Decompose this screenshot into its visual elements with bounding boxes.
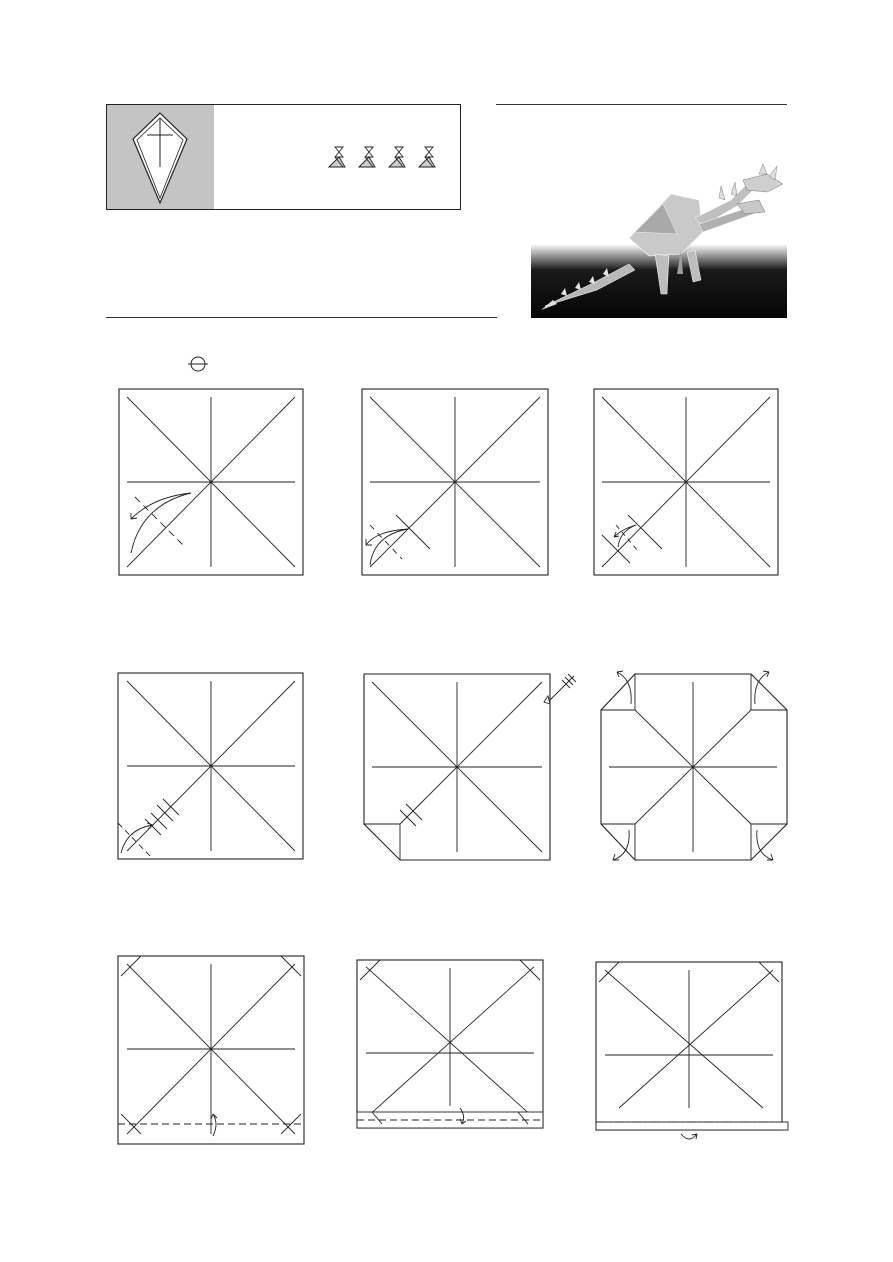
step-3-diagram [588, 385, 784, 581]
header-info-box [106, 104, 461, 210]
difficulty-icon-4 [419, 147, 435, 167]
step-6-diagram [593, 664, 793, 864]
step-4-diagram [113, 669, 309, 865]
step-1-diagram [113, 385, 309, 581]
step-2-diagram [356, 385, 552, 581]
difficulty-icons [321, 145, 441, 171]
base-icon-panel [107, 105, 214, 209]
turn-over-symbol-icon [187, 354, 209, 374]
difficulty-icon-2 [359, 147, 375, 167]
difficulty-icon-3 [389, 147, 405, 167]
step-8-diagram [352, 956, 548, 1136]
step-5-diagram [356, 664, 576, 864]
step-9-diagram [591, 958, 791, 1158]
top-right-rule [496, 104, 787, 105]
step-7-diagram [113, 952, 309, 1148]
section-rule [106, 317, 497, 318]
kite-base-icon [107, 105, 214, 209]
model-photo [531, 244, 787, 318]
difficulty-icon-1 [329, 147, 345, 167]
origami-dragon-icon [531, 244, 787, 318]
